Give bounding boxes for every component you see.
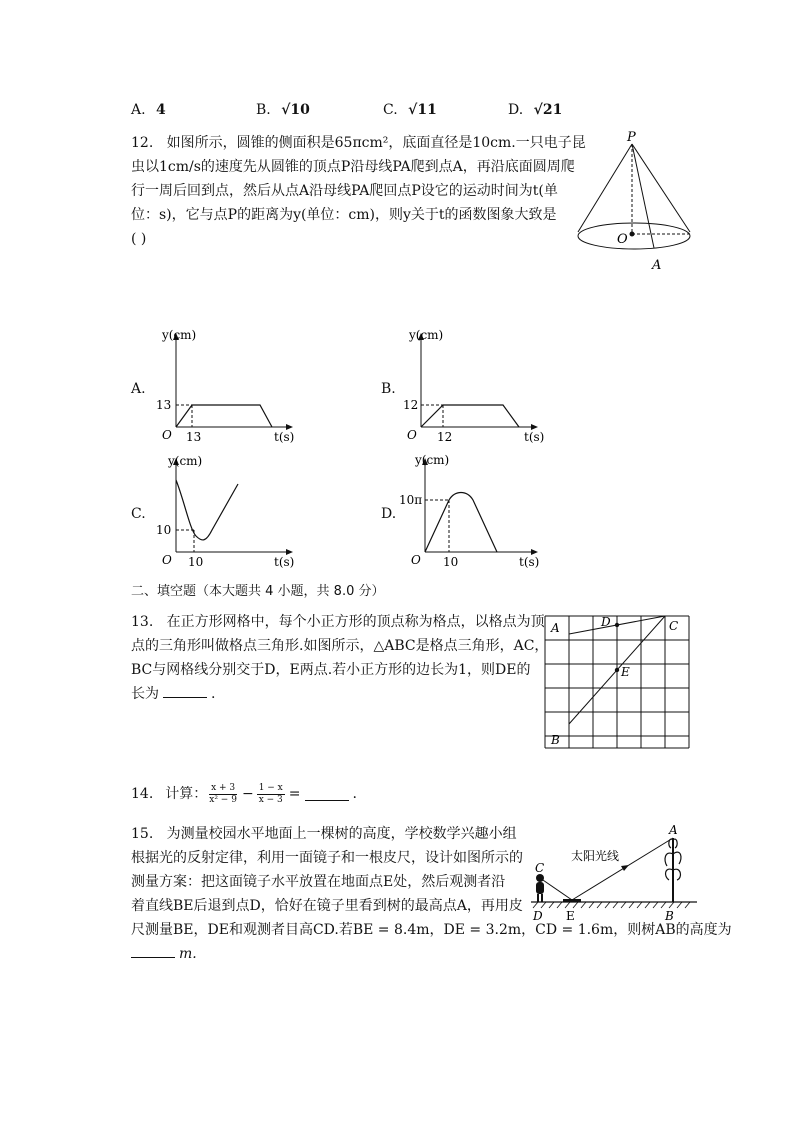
grid-label-e: E [621,665,630,679]
origin-label: O [411,553,421,567]
q11-option-a: A. 4 [131,102,166,118]
fig-label-e: E [566,909,575,923]
y-axis-label: y(cm) [168,454,203,468]
y-axis-label: y(cm) [415,453,450,467]
graph-option-c-label: C. [131,506,146,522]
q11-option-b: B. √10 [256,102,310,118]
cone-figure [570,130,700,275]
x-axis-label: t(s) [519,555,540,569]
fig-label-a: A [669,823,678,837]
x-tick: 13 [186,430,202,444]
graph-b [395,325,555,450]
q15-question: 15. 为测量校园水平地面上一棵树的高度，学校数学兴趣小组 根据光的反射定律，利用一面镜子和一根皮尺，设计如图所示的 测量方案：把这面镜子水平放置在地面点E处，然后观测者沿 着直线BE后退到点D，恰好在镜子里看到树的最高点A，再用皮 尺测量BE，DE和观测者目高CD.若BE = 8.4m，DE = 3.2m，CD = 1.6m，则树AB的高度为 m. [131,826,732,962]
cone-label-p: P [627,130,636,145]
fig-label-b: B [665,909,674,923]
tree-mirror-figure [525,820,705,930]
answer-blank[interactable] [131,945,175,958]
x-axis-label: t(s) [274,555,295,569]
y-tick: 10 [156,523,172,537]
x-axis-label: t(s) [524,430,545,444]
grid-label-a: A [551,621,560,635]
origin-label: O [162,553,172,567]
cone-label-o: O [617,232,628,247]
fraction-1: $\frac{x + 3}{\text{x² − 9}}$ [209,782,237,805]
graph-d [395,450,555,575]
grid-label-c: C [669,619,679,633]
q12-question: 12. 如图所示，圆锥的侧面积是65πcm²，底面直径是10cm.一只电子昆 虫以1cm/s的速度先从圆锥的顶点P沿母线PA爬到点A，再沿底面圆周爬 行一周后回到点，然后从点A沿母线PA爬回点P设它的运动时间为t(单 位：s)，它与点P的距离为y(单位：cm)，则y关于t的函数图象大致是 ( ) [131,135,586,247]
graph-c [150,450,310,575]
x-axis-label: t(s) [274,430,295,444]
x-tick: 10 [188,555,204,569]
graph-option-b-label: B. [381,381,396,397]
origin-label: O [407,428,417,442]
fig-label-c: C [535,861,545,875]
fig-label-d: D [533,909,543,923]
grid-label-d: D [601,615,611,629]
sun-ray-label: 太阳光线 [571,849,620,863]
x-tick: 10 [443,555,459,569]
question-number: 14. [131,786,154,802]
q11-option-c: C. √11 [383,102,437,118]
q13-question: 13. 在正方形网格中，每个小正方形的顶点称为格点，以格点为顶 点的三角形叫做格点三角形.如图所示，△ABC是格点三角形，AC， BC与网格线分别交于D，E两点.若小正方形的边长为1，则DE的 长为 . [131,614,549,702]
section-title: 二、填空题（本大题共 4 小题，共 8.0 分） [131,584,385,599]
question-number: 12. [131,135,154,151]
origin-label: O [162,428,172,442]
answer-blank[interactable] [305,788,349,801]
grid-label-b: B [551,733,560,747]
q11-option-d: D. √21 [508,102,563,118]
y-axis-label: y(cm) [409,328,444,342]
question-number: 13. [131,614,154,630]
x-tick: 12 [437,430,453,444]
y-tick: 12 [403,398,419,412]
graph-option-d-label: D. [381,506,397,522]
q14-question: 14. 计算： $\frac{x + 3}{\text{x² − 9}}$ − $\frac{1 - x}{x - 3}$ = . [131,782,357,805]
fraction-2: $\frac{1 - x}{x - 3}$ [258,782,283,805]
y-tick: 13 [156,398,172,412]
y-tick: 10π [399,493,423,507]
y-axis-label: y(cm) [162,328,197,342]
answer-blank[interactable] [163,685,207,698]
cone-label-a: A [652,258,662,273]
graph-option-a-label: A. [131,381,146,397]
graph-a [150,325,310,450]
question-number: 15. [131,826,154,842]
grid-figure [543,614,691,750]
